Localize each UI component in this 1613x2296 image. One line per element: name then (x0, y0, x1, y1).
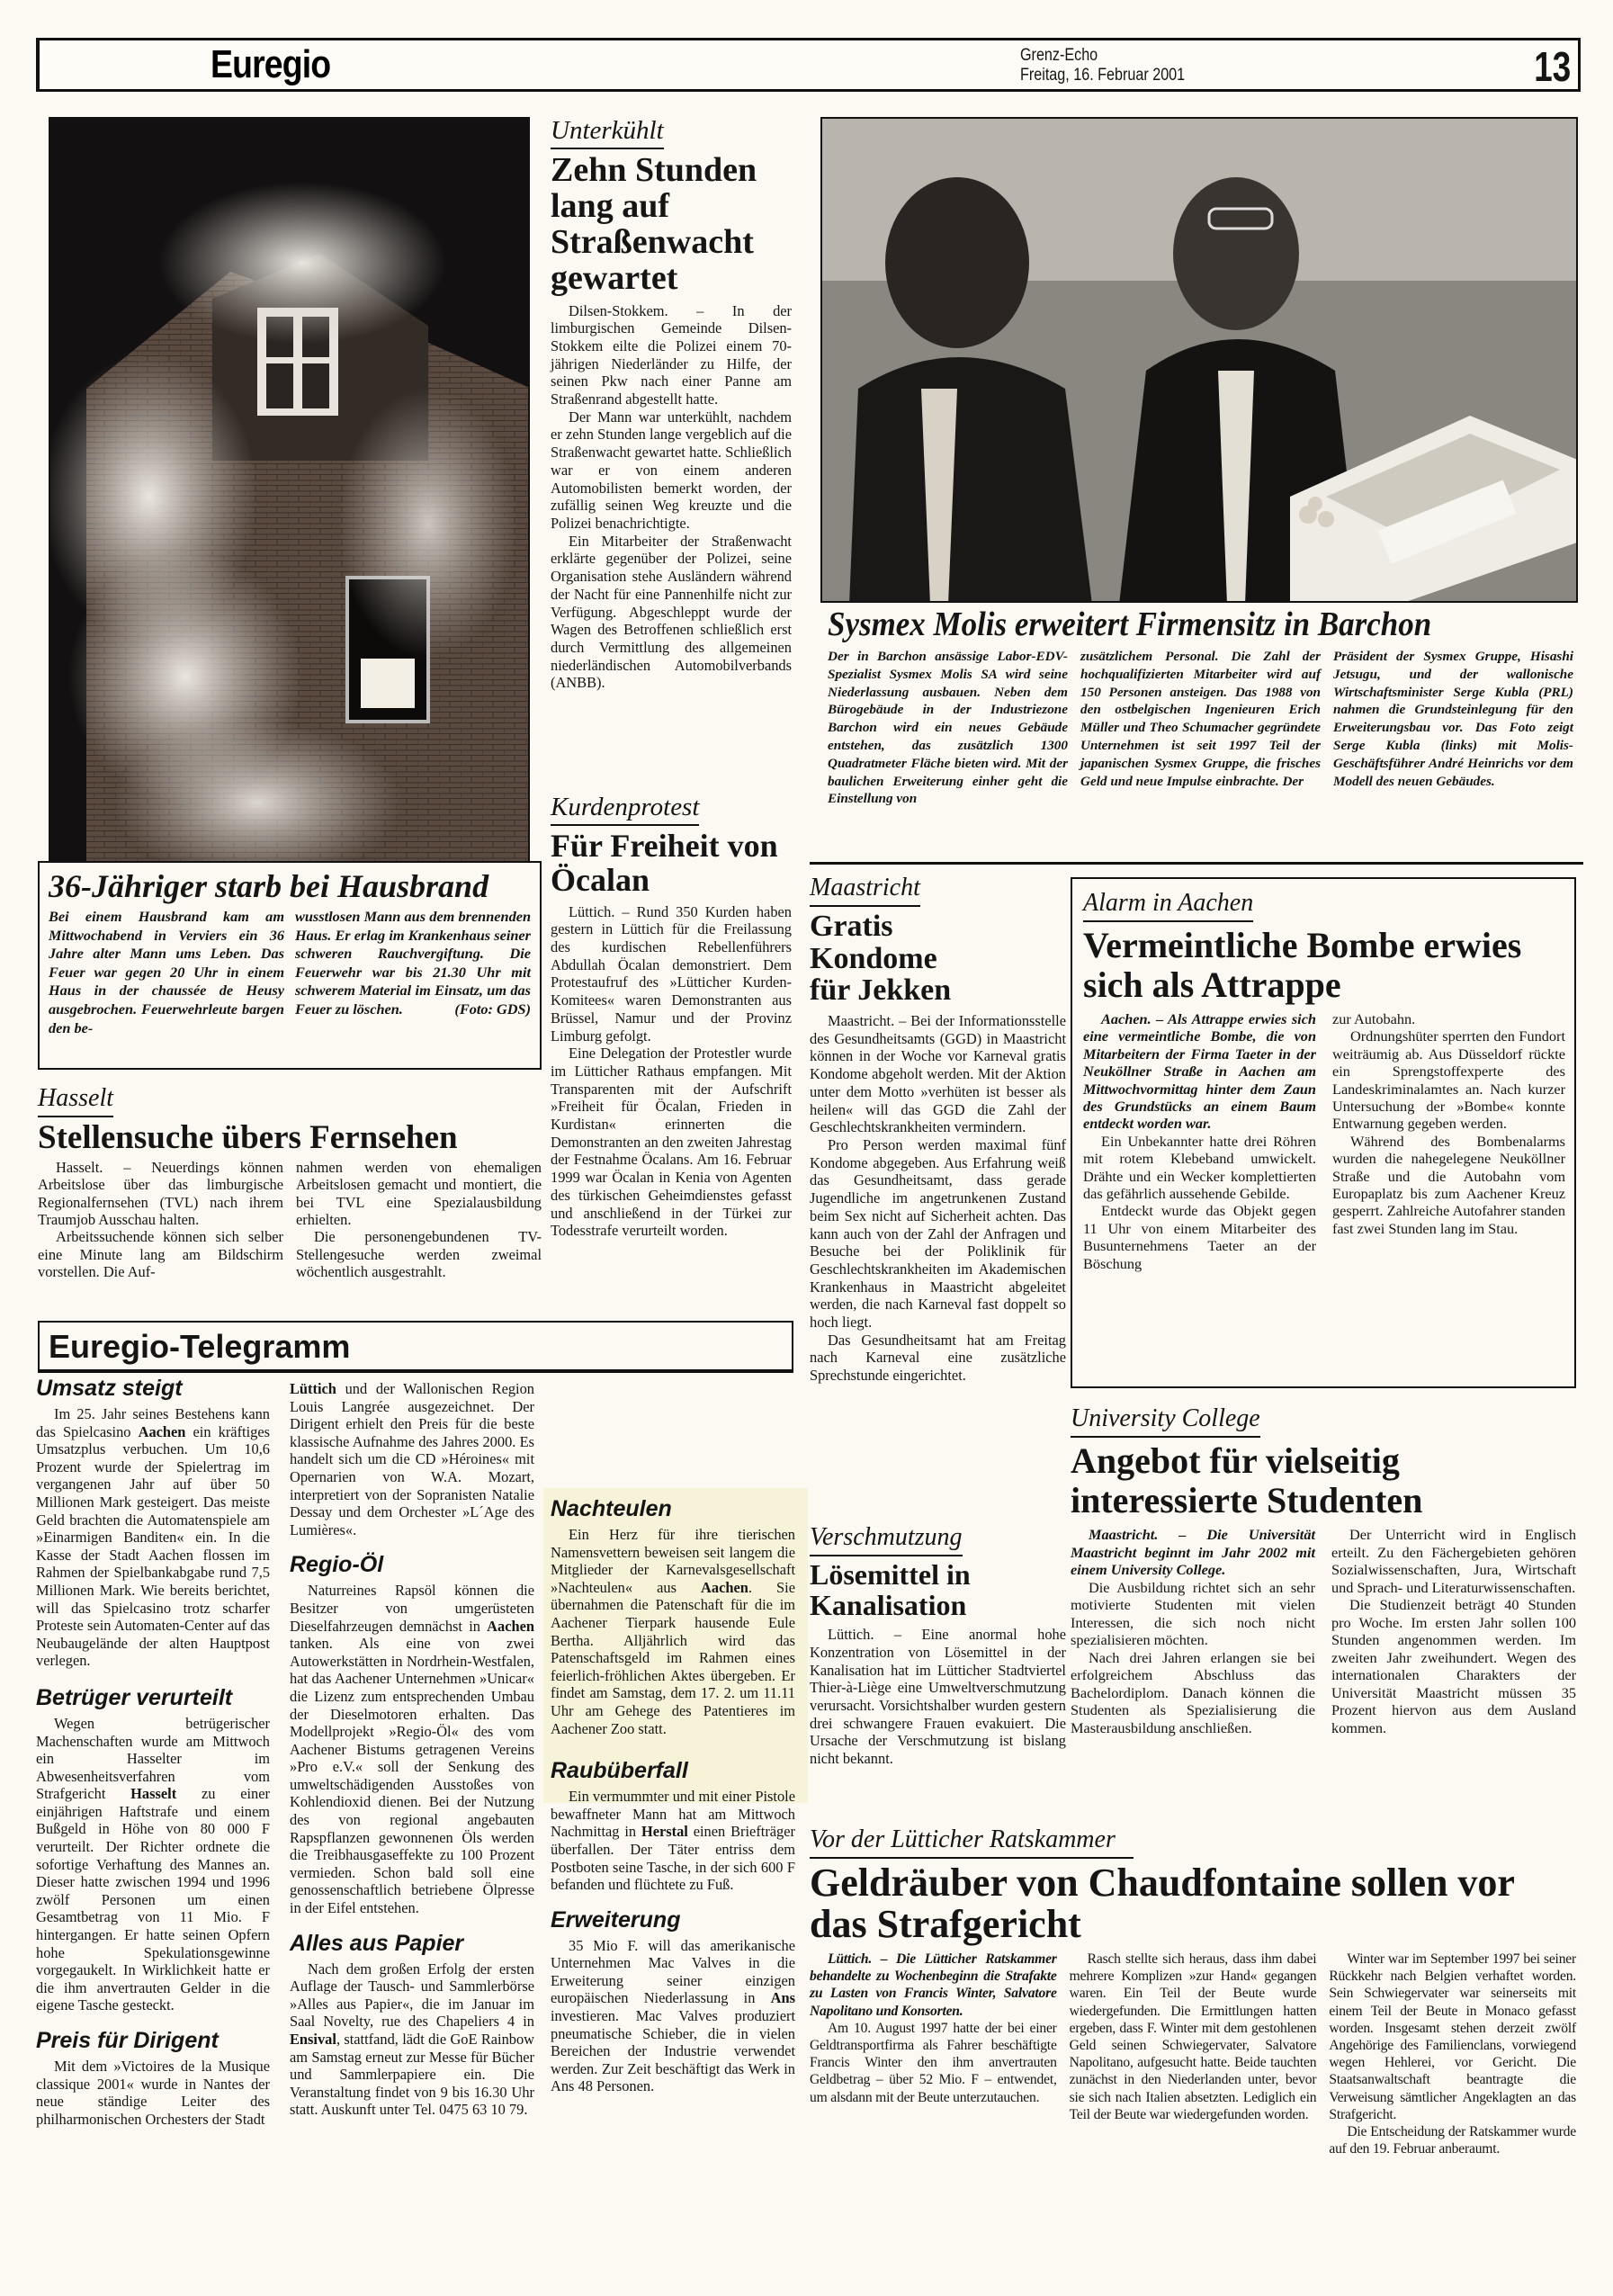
article-loesemittel (810, 1522, 1066, 1768)
article-geldraeuber (810, 1825, 1576, 2157)
paragraph: Die Ausbildung richtet sich an sehr motivierte Studenten mit vielen Interessen, die sich noch nicht spezialisieren möchten. (1071, 1578, 1315, 1648)
page-header (36, 38, 1581, 92)
kicker: Vor der Lütticher Ratskammer (810, 1825, 1134, 1859)
paragraph: Der Mann war unterkühlt, nachdem er zehn Stunden lange vergeblich auf die Straßenwacht gewartet hatte. Schließlich war er von einem anderen Automobilisten bemerkt worden, der zufällig seinen Weg kreuzte und die Polizei benachrichtigte. (551, 408, 792, 532)
paragraph: Pro Person werden maximal fünf Kondome abgegeben. Aus Erfahrung weiß das Gesundheitsamt, dass gerade Jugendliche im angetrunkenen Zustand beim Sex nicht auf Sicherheit achten. Das kann auch von der Zahl der Anfragen und Besuche bei der Poliklinik für Geschlechtskrankheiten im Akademischen Krankenhaus in Maastricht abgeleitet werden, die nach Karneval fast doppelt so hoch liegt. (810, 1135, 1066, 1332)
place-name: Lüttich (290, 1380, 336, 1397)
sysmex-col2: zusätzlichem Personal. Die Zahl der hochqualifizierten Mitarbeiter wird auf 150 Personen ansteigen. Das 1988 von den ostbelgischen Ingenieuren Erich Müller und Theo Schumacher gegründete Unternehmen ist seit 1997 Teil der japanischen Sysmex Gruppe, die frisches Geld und neue Impulse einbrachte. Der (1080, 649, 1321, 789)
place-name: Ans (770, 1989, 795, 2007)
paragraph: Lüttich. – Eine anormal hohe Konzentration von Lösemittel in der Kanalisation hat im Lütticher Stadtviertel Thier-à-Liège eine Umweltverschmutzung verursacht. Vorsichtshalber wurden gestern drei schwangere Frauen evakuiert. Die Ursache der Verschmutzung ist bislang nicht bekannt. (810, 1626, 1066, 1768)
fire-text-col1: Bei einem Hausbrand kam am Mittwochabend in Verviers ein 36 Jahre alter Mann ums Leben. Das Feuer war gegen 20 Uhr in einem Haus in der chaussée de Heusy ausgebrochen. Feuerwehrleute bargen den be- (49, 908, 284, 1036)
sysmex-photo (820, 117, 1578, 603)
sysmex-rule (810, 862, 1583, 865)
paragraph: Ordnungshüter sperrten den Fundort weiträumig ab. Aus Düsseldorf rückte ein Sprengstoffexperte des Landeskriminalamtes an. Nach kurzer Untersuchung der »Bombe« konnte Entwarnung gegeben werden. (1332, 1027, 1565, 1133)
telegramm-col2 (290, 1380, 534, 2119)
lead-paragraph: Lüttich. – Die Lütticher Ratskammer behandelte zu Wochenbeginn die Strafakte zu Lasten von Francis Winter, Salvatore Napolitano und Konsorten. (810, 1951, 1057, 2019)
brief-text (36, 2058, 270, 2128)
headline: Gratis Kondome für Jekken (810, 910, 952, 1008)
paper-name: Grenz-Echo (1020, 46, 1098, 65)
brief-heading: Preis für Dirigent (36, 2028, 219, 2053)
brief-text: Naturreines Rapsöl können die Besitzer von umgerüsteten Dieselfahrzeugen demnächst in (290, 1582, 534, 1635)
issue-date: Freitag, 16. Februar 2001 (1020, 66, 1186, 85)
place-name: Ensival (290, 2031, 336, 2048)
kicker: University College (1071, 1404, 1260, 1438)
article-kurden (551, 792, 792, 1240)
paragraph: Hasselt. – Neuerdings können Arbeitslose über das limburgische Regionalfernsehen (TVL) nach ihrem Traumjob Ausschau halten. (38, 1158, 283, 1229)
kicker: Verschmutzung (810, 1522, 963, 1556)
model-building-image (822, 119, 1578, 603)
paragraph: nahmen werden von ehemaligen Arbeitslosen gemacht und montiert, die bei TVL eine Spezialausbildung erhielten. (296, 1158, 542, 1229)
paragraph: Ein Unbekannter hatte drei Röhren mit rotem Klebeband umwickelt. Drähte und ein Wecker komplettierten das gefährlich aussehende Gebilde. (1083, 1132, 1316, 1203)
kicker: Kurdenprotest (551, 792, 699, 826)
headline: Für Freiheit von Öcalan (551, 828, 778, 898)
headline: Geldräuber von Chaudfontaine sollen vor das Strafgericht (810, 1861, 1515, 1946)
brief-heading: Betrüger verurteilt (36, 1684, 233, 1710)
brief-text: Ein vermummter und mit einer Pistole bewaffneter Mann hat am Mittwoch Nachmittag in (551, 1788, 795, 1841)
paragraph: Winter war im September 1997 bei seiner Rückkehr nach Belgien verhaftet worden. Sein Schwiegervater war seinerseits mit einem Teil der Beute in Monaco gefasst worden. Insgesamt stehen derzeit zwölf Angehörige des Familienclans, vorwiegend wegen Hehlerei, vor Gericht. Die Staatsanwaltschaft beantragte die Verweisung sämtlicher Angeklagten an das Strafgericht. (1329, 1951, 1577, 2122)
brief-heading: Nachteulen (551, 1496, 672, 1521)
headline: Angebot für vielseitig interessierte Studenten (1071, 1440, 1423, 1520)
place-name: Herstal (641, 1823, 688, 1841)
brief-text: Im 25. Jahr seines Bestehens kann das Spielcasino (36, 1405, 270, 1440)
brief-text: 35 Mio F. will das amerikanische Unternehmen Mac Valves in die Erweiterung seiner einzigen europäischen Niederlassung in (551, 1936, 795, 2007)
paragraph: Am 10. August 1997 hatte der bei einer Geldtransportfirma als Fahrer beschäftigte Francis Winter den ihm anvertrauten Geldbetrag – über 52 Mio. F – entwendet, um alsdann mit der Beute unterzutauchen. (810, 2020, 1057, 2105)
headline: Zehn Stunden lang auf Straßenwacht gewartet (551, 151, 757, 297)
brief-text: Wegen betrügerischer Machenschaften wurde am Mittwoch ein Hasselter im Abwesenheitsverfahren vom Strafgericht (36, 1714, 270, 1803)
paragraph: Rasch stellte sich heraus, dass ihm dabei mehrere Komplizen »zur Hand« gegangen waren. Ein Teil der Beute wurde wiedergefunden. Die Ermittlungen hatten ergeben, dass F. Winter mit dem gestohlenen Geld seinen Schwiegervater, Salvatore Napolitano, aufgesucht hatte. Beide tauchten zunächst in den Niederlanden unter, bevor sie sich nach Italien absetzten. Lediglich ein Teil der Beute war wiedergefunden worden. (1069, 1951, 1317, 2122)
paragraph: Eine Delegation der Protestler wurde im Lütticher Rathaus empfangen. Mit Transparenten mit der Aufschrift »Freiheit für Öcalan, Frieden in Kurdistan« erinnerten die Demonstranten an den zweiten Jahrestag der Festnahme Öcalans. Am 16. Februar 1999 war Öcalan in Kenia von Agenten des türkischen Geheimdienstes gefasst und anschließend in der Türkei zur Todesstrafe verurteilt worden. (551, 1045, 792, 1240)
brief-heading: Raubüberfall (551, 1758, 688, 1784)
lead-paragraph: Aachen. – Als Attrappe erwies sich eine vermeintliche Bombe, die von Mitarbeitern der Firma Taeter in der Neuköllner Straße in Aachen am Mittwochvormittag hinter dem Zaun des Grundstücks an einem Baum entdeckt worden war. (1083, 1010, 1316, 1133)
telegramm-col3 (551, 1495, 795, 2095)
brief-text: einen Briefträger überfallen. Der Täter entriss dem Postboten seine Tasche, in der sich 600 F befanden und flüchtete zu Fuß. (551, 1823, 795, 1894)
fire-headline: 36-Jähriger starb bei Hausbrand (49, 868, 489, 904)
masthead (1020, 46, 1185, 85)
brief-heading: Umsatz steigt (36, 1376, 183, 1401)
headline: Vermeintliche Bombe erwies sich als Attrappe (1083, 925, 1522, 1005)
paragraph: Während des Bombenalarms wurden die nahegelegene Neuköllner Straße und die Autobahn vom Europaplatz bis zum Aachener Kreuz gesperrt. Zahlreiche Autofahrer standen fast zwei Stunden lang im Stau. (1332, 1132, 1565, 1237)
brief-text: tanken. Als eine von zwei Autowerkstätten in Nordrhein-Westfalen, hat das Aachener Unternehmen »Unicar« die Lizenz zum entsprechenden Umbau der Dieselmotoren erhalten. Das Modellprojekt »Regio-Öl« des vom Aachener Bistums getragenen Vereins »Pro e.V.« soll der Senkung des umweltschädigenden Ausstoßes von Kohlendioxid dienen. Bei der Nutzung des von regional angebauten Rapspflanzen gewonnenen Öls werden die Treibhausgaseffekte zu 100 Prozent vermieden. Schon bald soll eine genossenschaftlich betriebene Ölpresse in der Eifel entstehen. (290, 1635, 534, 1917)
paragraph: Lüttich. – Rund 350 Kurden haben gestern in Lüttich für die Freilassung des kurdischen Rebellenführers Abdullah Öcalan demonstriert. Dem Protestaufruf des »Lütticher Kurden-Komitees« waren Demonstranten aus Brüssel, Namur und der Provinz Limburg gefolgt. (551, 902, 792, 1045)
brief-text: investieren. Mac Valves produziert pneumatische Schieber, die in vielen Bereichen der Industrie verwendet werden. Zur Zeit beschäftigt das Werk in Ans 48 Personen. (551, 2007, 795, 2095)
place-name: Aachen (487, 1617, 534, 1635)
article-aachen (1071, 877, 1576, 1388)
article-unterkuehlt (551, 115, 792, 692)
kicker: Hasselt (38, 1083, 113, 1117)
article-maastricht (810, 873, 1066, 1385)
page-number: 13 (1534, 43, 1571, 90)
paragraph: Ein Mitarbeiter der Straßenwacht erklärte gegenüber der Polizei, seine Organisation stehe Ausländern während der Nacht für eine Pannenhilfe nicht zur Verfügung. Abgeschleppt wurde der Wagen des Betroffenen schließlich erst durch Vermittlung des allgemeinen niederländischen Automobilverbands (ANBB). (551, 532, 792, 692)
brief-text: ein kräftiges Umsatzplus verbuchen. Um 10,6 Prozent wurde der Spielertrag im vergangenen Jahr auf über 50 Millionen Mark gesteigert. Das meiste Geld brachten die Automatenspiele am »Einarmigen Banditen« ein. In die Kasse der Stadt Aachen flossen im Rahmen der Spielbankabgabe rund 7,5 Millionen Mark. Wie bereits berichtet, will das Spielcasino trotz scharfer Proteste sein Automaten-Center auf das Neubaugelände der alten Hauptpost verlegen. (36, 1422, 270, 1670)
sysmex-col1: Der in Barchon ansässige Labor-EDV-Spezialist Sysmex Molis SA wird seine Niederlassung ausbauen. Neben dem Bürogebäude in der Industriezone Barchon wird ein neues Gebäude entstehen, das zusätzlich 1300 Quadratmeter Fläche bieten wird. Mit der baulichen Erweiterung einher geht die Einstellung von (828, 649, 1068, 807)
place-name: Aachen (138, 1422, 186, 1440)
paragraph: Maastricht. – Bei der Informationsstelle des Gesundheitsamts (GGD) in Maastricht können in der Woche vor Karneval gratis Kondome abgeholt werden. Mit der Aktion unter dem Motto »verhüten ist besser als heilen« will das GGD die Zahl der Geschlechtskrankheiten vermindern. (810, 1012, 1066, 1136)
kicker: Unterkühlt (551, 115, 664, 149)
paragraph: zur Autobahn. (1332, 1010, 1416, 1027)
paragraph: Das Gesundheitsamt hat am Freitag nach Karneval eine zusätzliche Sprechstunde eingerichtet. (810, 1331, 1066, 1385)
fire-text-col2: wusstlosen Mann aus dem brennenden Haus. Er erlag im Krankenhaus seiner schweren Rauchvergiftung. Die Feuerwehr war bis 21.30 Uhr mit schwerem Material im Einsatz, um das Feuer zu löschen. (295, 908, 531, 1018)
paragraph: Arbeitssuchende können sich selber eine Minute lang am Bildschirm vorstellen. Die Auf- (38, 1228, 283, 1281)
section-title: Euregio (211, 42, 331, 86)
kicker: Maastricht (810, 873, 920, 907)
brief-text: Nach dem großen Erfolg der ersten Auflage der Tausch- und Sammlerbörse »Alles aus Papier«, die im Januar im Saal Novelty, rue des Chapeliers 4 in (290, 1960, 534, 2031)
paragraph: Entdeckt wurde das Objekt gegen 11 Uhr von einem Mitarbeiter des Busunternehmens Taeter an der Böschung (1083, 1202, 1316, 1272)
paragraph: Die personengebundenen TV-Stellengesuche werden zweimal wöchentlich ausgestrahlt. (296, 1228, 542, 1281)
burning-house-image (50, 119, 530, 864)
brief-text: und der Wallonischen Region Louis Langrée ausgezeichnet. Der Dirigent erhielt den Preis für die beste klassische Aufnahme des Jahres 2000. Es handelt sich um die CD »Héroines« mit Opernarien von W.A. Mozart, interpretiert von der Sopranisten Natalie Dessay und dem Orchester »L´Age des Lumières«. (290, 1380, 534, 1538)
article-hasselt (38, 1083, 542, 1281)
paragraph: Dilsen-Stokkem. – In der limburgischen Gemeinde Dilsen-Stokkem eilte die Polizei einem 70-jährigen Niederländer zu Hilfe, der seinen Pkw nach einer Panne am Straßenrand abgestellt hatte. (551, 301, 792, 408)
fire-photo (49, 117, 530, 864)
article-sysmex (820, 605, 1581, 808)
paragraph: Der Unterricht wird in Englisch erteilt. Zu den Fächergebieten gehören Sozialwissenschaften, Jura, Wirtschaft und Sprach- und Literaturwissenschaften. (1331, 1526, 1576, 1596)
place-name: Aachen (701, 1578, 748, 1596)
paragraph: Die Entscheidung der Ratskammer wurde auf den 19. Februar anberaumt. (1329, 2124, 1577, 2157)
lead-paragraph: Maastricht. – Die Universität Maastricht beginnt im Jahr 2002 mit einem University College. (1071, 1526, 1315, 1578)
kicker: Alarm in Aachen (1083, 888, 1253, 922)
brief-heading: Regio-Öl (290, 1552, 384, 1578)
photo-credit: (Foto: GDS) (454, 1000, 531, 1018)
telegramm-col1 (36, 1375, 270, 2128)
brief-text: Mit dem »Victoires de la Musique classique 2001« wurde in Nantes der neue ständige Leiter des philharmonischen Orchesters der Stadt (36, 2058, 270, 2128)
fire-caption-box (38, 861, 542, 1070)
brief-text: , stattfand, lädt die GoE Rainbow am Samstag erneut zur Messe für Bücher und Sammlerpapiere ein. Die Veranstaltung findet von 9 bis 16.30 Uhr statt. Auskunft unter Tel. 0475 63 10 79. (290, 2031, 534, 2119)
sysmex-col3: Präsident der Sysmex Gruppe, Hisashi Jetsugu, und der wallonische Wirtschaftsminister Serge Kubla (PRL) nahmen die Grundsteinlegung für den Erweiterungsbau vor. Das Foto zeigt Serge Kubla (links) mit Molis-Geschäftsführer André Heinrichs vor dem Modell des neuen Gebäudes. (1333, 649, 1573, 789)
headline: Stellensuche übers Fernsehen (38, 1119, 458, 1156)
brief-text: Ein Herz für ihre tierischen Namensvettern beweisen seit langem die Mitglieder der Karnevalsgesellschaft »Nachteulen« aus (551, 1526, 795, 1596)
telegramm-header (38, 1321, 793, 1373)
brief-heading: Erweiterung (551, 1906, 681, 1933)
brief-text: . Sie übernahmen die Patenschaft für die im Aachener Tierpark hausende Eule Bertha. Alljährlich wird das Patenschaftsgeld im Rahmen eines feierlich-fröhlichen Aktes übergeben. Er findet am Samstag, dem 17. 2. um 11.11 Uhr am Gehege des Patentieres im Aachener Zoo statt. (551, 1578, 795, 1737)
headline: Lösemittel in Kanalisation (810, 1558, 971, 1621)
headline: Sysmex Molis erweitert Firmensitz in Barchon (828, 605, 1432, 643)
article-university (1071, 1404, 1576, 1736)
telegramm-title: Euregio-Telegramm (49, 1328, 351, 1365)
brief-heading: Alles aus Papier (290, 1930, 464, 1956)
brief-text: zu einer einjährigen Haftstrafe und einem Bußgeld in Höhe von 80 000 F verurteilt. Der Richter ordnete die sofortige Verhaftung des Mannes an. Dieser hatte zwischen 1994 und 1996 zwölf Personen um einen Gesamtbetrag von 11 Mio. F hintergangen. Er hatte seinen Opfern hohe Spekulationsgewinne vorgegaukelt. In Wirklichkeit hatte er die ihm anvertrauten Gelder in die eigene Tasche gesteckt. (36, 1785, 270, 2014)
paragraph: Nach drei Jahren erlangen sie bei erfolgreichem Abschluss das Bachelordiplom. Danach können die Studenten als Spezialisierung die Masterausbildung anschließen. (1071, 1648, 1315, 1736)
place-name: Hasselt (130, 1785, 177, 1803)
paragraph: Die Studienzeit beträgt 40 Stunden pro Woche. Im ersten Jahr sollen 100 Stunden angenommen werden. Im zweiten Jahr zweihundert. Wegen des internationalen Charakters der Universität Maastricht müssen 35 Prozent hiervon aus dem Ausland kommen. (1331, 1596, 1576, 1736)
